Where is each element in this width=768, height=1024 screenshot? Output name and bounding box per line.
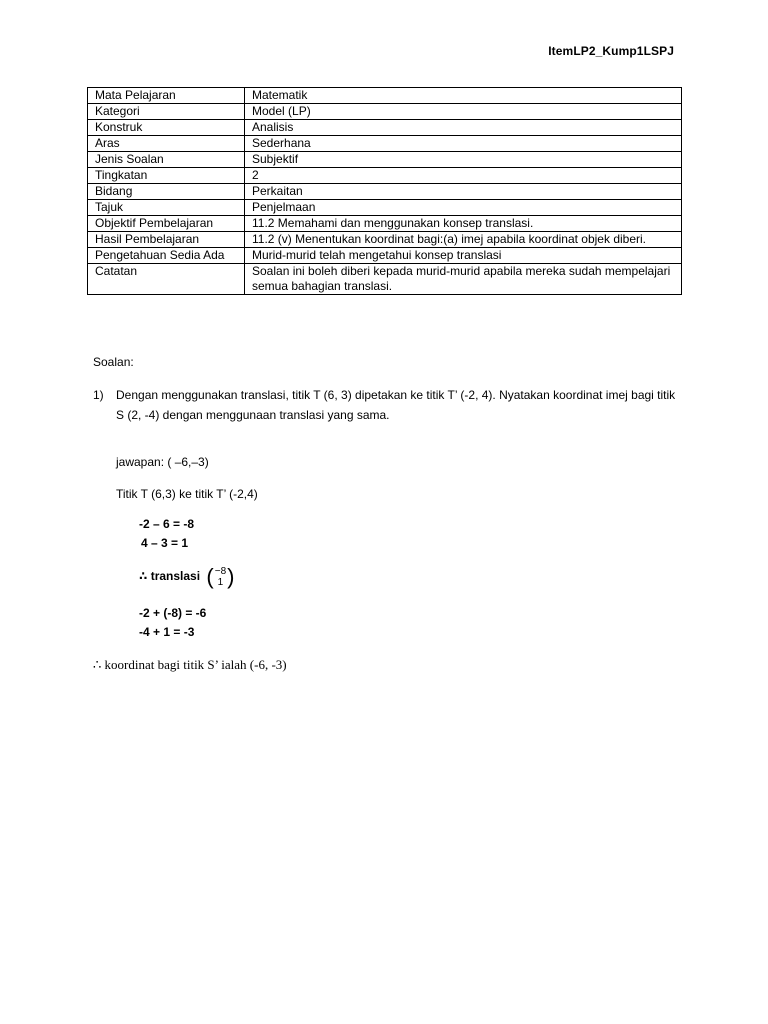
metadata-row [88, 120, 682, 136]
metadata-value: Soalan ini boleh diberi kepada murid-murid apabila mereka sudah mempelajari semua bahagian translasi. [245, 264, 682, 295]
metadata-value: Matematik [245, 88, 682, 104]
vector-bottom-entry: 1 [217, 577, 224, 588]
metadata-value: Murid-murid telah mengetahui konsep translasi [245, 248, 682, 264]
question-section-label: Soalan: [93, 355, 134, 369]
metadata-key: Pengetahuan Sedia Ada [88, 248, 245, 264]
metadata-key: Tingkatan [88, 168, 245, 184]
metadata-row [88, 216, 682, 232]
question-text: Dengan menggunakan translasi, titik T (6, 3) dipetakan ke titik T’ (-2, 4). Nyatakan koordinat imej bagi titik S (2, -4) dengan menggunaan translasi yang sama. [116, 388, 676, 422]
translation-vector-line [139, 566, 234, 588]
left-paren: ( [206, 564, 214, 589]
metadata-value: 11.2 Memahami dan menggunakan konsep translasi. [245, 216, 682, 232]
metadata-row [88, 104, 682, 120]
point-mapping-line: Titik T (6,3) ke titik T’ (-2,4) [116, 487, 258, 501]
metadata-row [88, 232, 682, 248]
metadata-row [88, 184, 682, 200]
calculation-y-difference: 4 – 3 = 1 [141, 536, 189, 550]
calculation-x-difference: -2 – 6 = -8 [139, 517, 195, 531]
metadata-value: 2 [245, 168, 682, 184]
right-paren: ) [227, 564, 235, 589]
metadata-row [88, 264, 682, 295]
metadata-key: Catatan [88, 264, 245, 295]
metadata-key: Konstruk [88, 120, 245, 136]
metadata-value: Analisis [245, 120, 682, 136]
metadata-value: 11.2 (v) Menentukan koordinat bagi:(a) imej apabila koordinat objek diberi. [245, 232, 682, 248]
metadata-value: Subjektif [245, 152, 682, 168]
therefore-symbol: ∴ [139, 569, 148, 584]
metadata-key: Kategori [88, 104, 245, 120]
metadata-key: Aras [88, 136, 245, 152]
metadata-key: Objektif Pembelajaran [88, 216, 245, 232]
conclusion-text: koordinat bagi titik S’ ialah (-6, -3) [104, 657, 287, 672]
conclusion-line [93, 657, 287, 673]
metadata-row [88, 200, 682, 216]
metadata-value: Penjelmaan [245, 200, 682, 216]
translation-label: translasi [150, 569, 201, 584]
metadata-key: Bidang [88, 184, 245, 200]
vector-top-entry: −8 [214, 566, 227, 577]
question-number: 1) [93, 388, 104, 402]
metadata-row [88, 152, 682, 168]
therefore-symbol: ∴ [93, 658, 102, 673]
metadata-key: Jenis Soalan [88, 152, 245, 168]
metadata-row [88, 248, 682, 264]
document-code: ItemLP2_Kump1LSPJ [548, 44, 674, 58]
metadata-table [87, 87, 682, 295]
metadata-key: Tajuk [88, 200, 245, 216]
metadata-row [88, 136, 682, 152]
metadata-key: Mata Pelajaran [88, 88, 245, 104]
metadata-row [88, 88, 682, 104]
calculation-image-y: -4 + 1 = -3 [139, 625, 195, 639]
metadata-value: Model (LP) [245, 104, 682, 120]
metadata-value: Sederhana [245, 136, 682, 152]
translation-vector [206, 566, 234, 588]
answer-line: jawapan: ( –6,–3) [116, 455, 209, 469]
metadata-value: Perkaitan [245, 184, 682, 200]
question-item [93, 385, 683, 425]
metadata-key: Hasil Pembelajaran [88, 232, 245, 248]
calculation-image-x: -2 + (-8) = -6 [139, 606, 207, 620]
metadata-row [88, 168, 682, 184]
